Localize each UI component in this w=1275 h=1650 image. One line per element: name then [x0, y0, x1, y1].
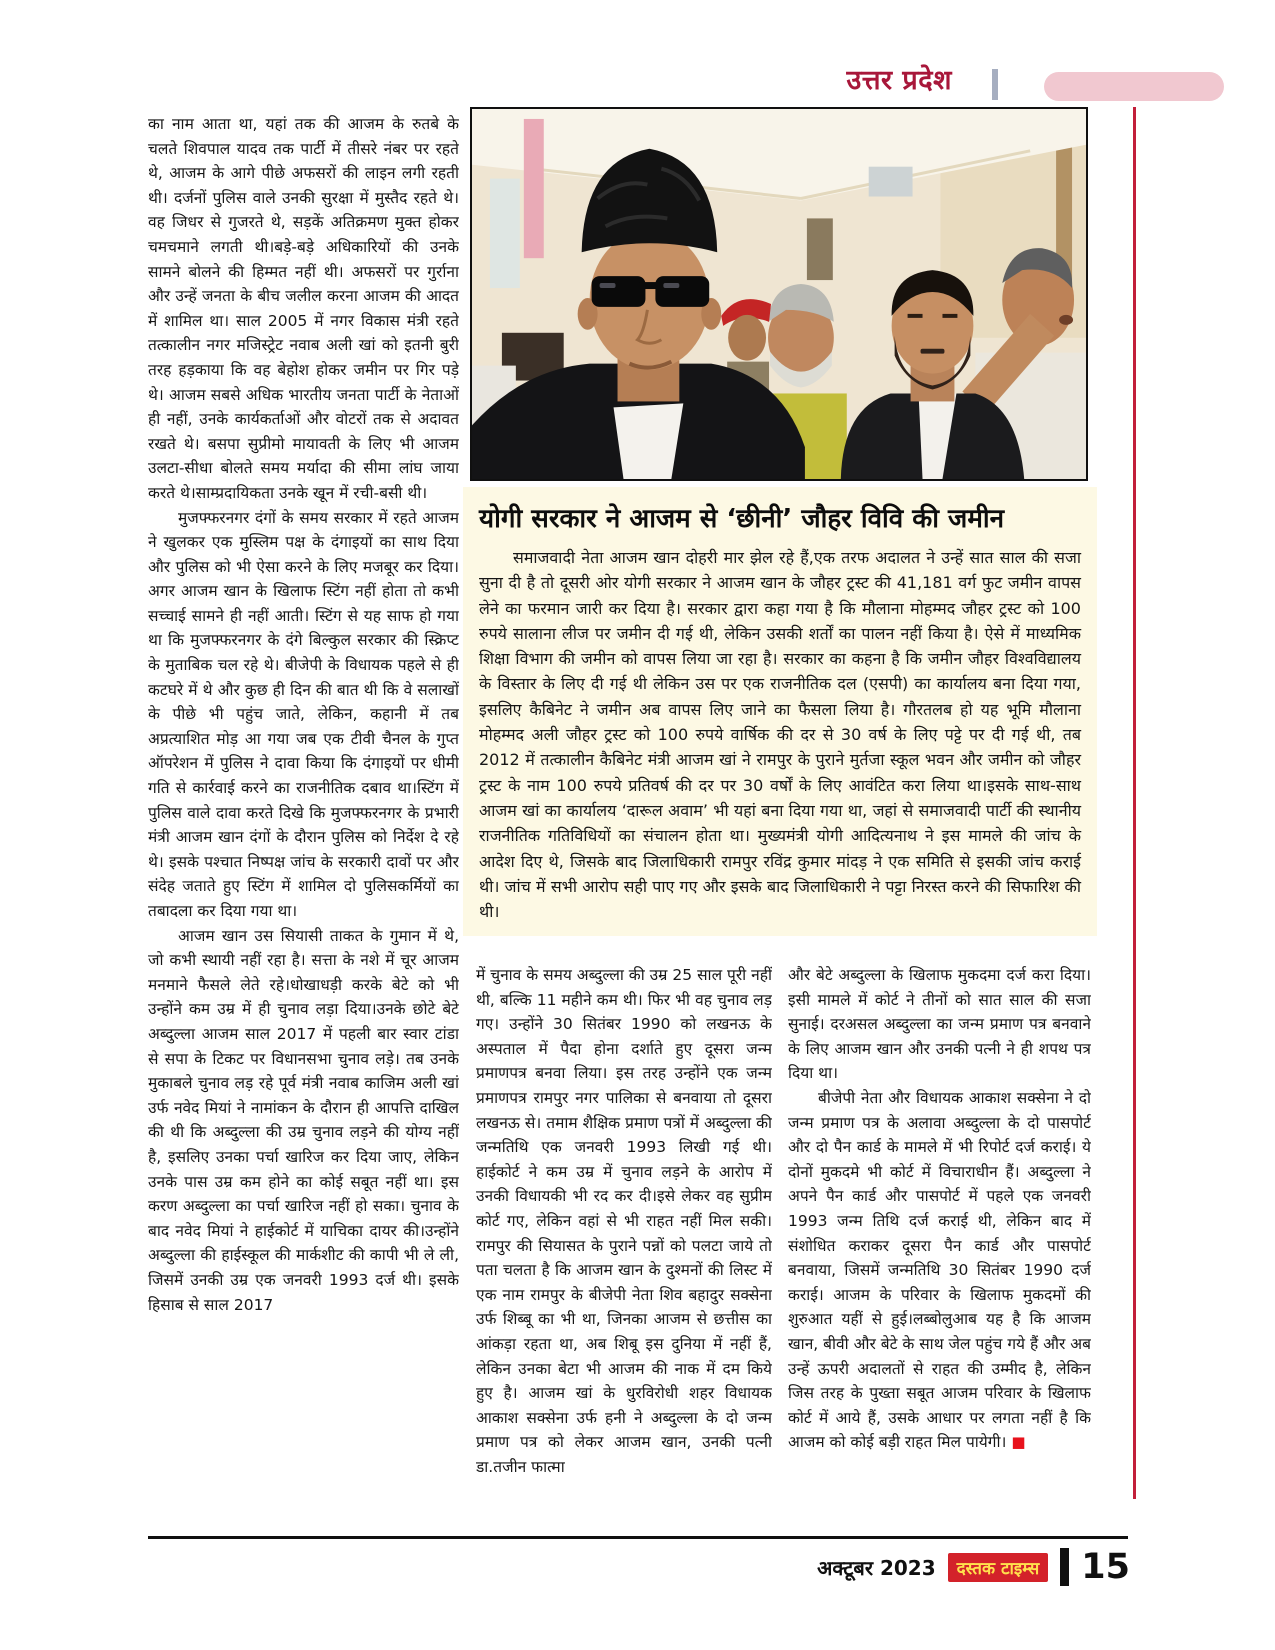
footer-logo: दस्तक टाइम्स: [948, 1553, 1049, 1582]
paragraph: [788, 1086, 1091, 1455]
middle-column: [476, 963, 772, 1508]
header-divider: [992, 69, 998, 100]
article-photo: [470, 107, 1088, 481]
right-column: [788, 963, 1091, 1508]
end-mark: ■: [1011, 1433, 1026, 1452]
photo-svg: [472, 109, 1086, 479]
highlight-box: [463, 487, 1097, 936]
header-pill-decoration: [1044, 72, 1224, 101]
section-label: उत्तर प्रदेश: [846, 65, 952, 96]
paragraph: का नाम आता था, यहां तक की आजम के रुतबे के चलते शिवपाल यादव तक पार्टी में तीसरे नंबर पर रहते थे, आजम के आगे पीछे अफसरों की लाइन लगी रहती थी। दर्जनों पुलिस वाले उनकी सुरक्षा में मुस्तैद रहते थे। वह जिधर से गुजरते थे, सड़कें अतिक्रमण मुक्त होकर चमचमाने लगती थी।बड़े-बड़े अधिकारियों की उनके सामने बोलने की हिम्मत नहीं थी। अफसरों पर गुर्राना और उन्हें जनता के बीच जलील करना आजम की आदत में शामिल था। साल 2005 में नगर विकास मंत्री रहते तत्कालीन नगर मजिस्ट्रेट नवाब अली खां को इतनी बुरी तरह हड़काया कि वह बेहोश होकर जमीन पर गिर पड़े थे। आजम सबसे अधिक भारतीय जनता पार्टी के नेताओं ही नहीं, उनके कार्यकर्ताओं और वोटरों तक से अदावत रखते थे। बसपा सुप्रीमो मायावती के लिए भी आजम उलटा-सीधा बोलते समय मर्यादा की सीमा लांघ जाया करते थे।साम्प्रदायिकता उनके खून में रची-बसी थी।: [148, 115, 459, 502]
paragraph: और बेटे अब्दुल्ला के खिलाफ मुकदमा दर्ज करा दिया। इसी मामले में कोर्ट ने तीनों को सात साल की सजा सुनाई। दरअसल अब्दुल्ला का जन्म प्रमाण पत्र बनवाने के लिए आजम खान और उनकी पत्नी ने ही शपथ पत्र दिया था।: [788, 966, 1091, 1083]
footer-rule: [148, 1536, 1128, 1539]
ac-unit: [869, 167, 913, 197]
footer-page-number: 15: [1081, 1547, 1130, 1587]
left-column: [148, 112, 459, 1484]
right-accent-line: [1133, 107, 1136, 1499]
pink-banner: [524, 119, 544, 258]
paragraph: आजम खान उस सियासी ताकत के गुमान में थे, जो कभी स्थायी नहीं रहा है। सत्ता के नशे में चूर आजम मनमाने फैसले लेते रहे।धोखाधड़ी करके बेटे को भी उन्होंने कम उम्र में ही चुनाव लड़ा दिया।उनके छोटे बेटे अब्दुल्ला आजम साल 2017 में पहली बार स्वार टांडा से सपा के टिकट पर विधानसभा चुनाव लड़े। तब उनके मुकाबले चुनाव लड़ रहे पूर्व मंत्री नवाब काजिम अली खां उर्फ नवेद मियां ने नामांकन के दौरान ही आपत्ति दाखिल की थी कि अब्दुल्ला की उम्र चुनाव लड़ने की योग्य नहीं है, इसलिए उनका पर्चा खारिज कर दिया जाए, लेकिन उनके पास उम्र कम होने का कोई सबूत नहीं था। इस करण अब्दुल्ला का पर्चा खारिज नहीं हो सका। चुनाव के बाद नवेद मियां ने हाईकोर्ट में याचिका दायर की।उन्होंने अब्दुल्ला की हाईस्कूल की मार्कशीट की कापी भी ले ली, जिसमें उनकी उम्र एक जनवरी 1993 दर्ज थी। इसके हिसाब से साल 2017: [148, 926, 459, 1314]
paragraph: में चुनाव के समय अब्दुल्ला की उम्र 25 साल पूरी नहीं थी, बल्कि 11 महीने कम थी। फिर भी वह चुनाव लड़ गए। उन्होंने 30 सितंबर 1990 को लखनऊ के अस्पताल में पैदा होना दर्शाते हुए दूसरा जन्म प्रमाणपत्र बनवा लिया। इस तरह उन्होंने एक जन्म प्रमाणपत्र रामपुर नगर पालिका से बनवाया तो दूसरा लखनऊ से। तमाम शैक्षिक प्रमाण पत्रों में अब्दुल्ला की जन्मतिथि एक जनवरी 1993 लिखी गई थी। हाईकोर्ट ने कम उम्र में चुनाव लड़ने के आरोप में उनकी विधायकी भी रद कर दी।इसे लेकर वह सुप्रीम कोर्ट गए, लेकिन वहां से भी राहत नहीं मिल सकी। रामपुर की सियासत के पुराने पन्नों को पलटा जाये तो पता चलता है कि आजम खान के दुश्मनों की लिस्ट में एक नाम रामपुर के बीजेपी नेता शिव बहादुर सक्सेना उर्फ शिब्बू का भी था, जिनका आजम से छत्तीस का आंकड़ा रहता था, अब शिबू इस दुनिया में नहीं हैं, लेकिन उनका बेटा भी आजम की नाक में दम किये हुए है। आजम खां के धुरविरोधी शहर विधायक आकाश सक्सेना उर्फ हनी ने अब्दुल्ला के दो जन्म प्रमाण पत्र को लेकर आजम खान, उनकी पत्नी डा.तजीन फात्मा: [476, 966, 772, 1476]
footer-date: अक्टूबर 2023: [817, 1555, 936, 1580]
footer: [817, 1546, 1130, 1588]
paragraph: मुजफ्फरनगर दंगों के समय सरकार में रहते आजम ने खुलकर एक मुस्लिम पक्ष के दंगाइयों का साथ दिया और पुलिस को भी ऐसा करने के लिए मजबूर कर दिया। अगर आजम खान के खिलाफ स्टिंग नहीं होता तो कभी सच्चाई सामने ही नहीं आती। स्टिंग से यह साफ हो गया था कि मुजफ्फरनगर के दंगे बिल्कुल सरकार की स्क्रिप्ट के मुताबिक चल रहे थे। बीजेपी के विधायक पहले से ही कटघरे में थे और कुछ ही दिन की बात थी कि वे सलाखों के पीछे भी पहुंच जाते, लेकिन, कहानी में तब अप्रत्याशित मोड़ आ गया जब एक टीवी चैनल के गुप्त ऑपरेशन में पुलिस ने दावा किया कि दंगाइयों पर धीमी गति से कार्रवाई करने का राजनीतिक दबाव था।स्टिंग में पुलिस वाले दावा करते दिखे कि मुजफ्फरनगर के प्रभारी मंत्री आजम खान दंगों के दौरान पुलिस को निर्देश दे रहे थे। इसके पश्चात निष्पक्ष जांच के सरकारी दावों पर और संदेह जताते हुए स्टिंग में शामिल दो पुलिसकर्मियों का तबादला कर दिया गया था।: [148, 508, 459, 920]
highlight-headline: योगी सरकार ने आजम से ‘छीनी’ जौहर विवि की जमीन: [479, 504, 1005, 534]
footer-divider-bar: [1060, 1548, 1069, 1586]
window: [490, 179, 520, 288]
paragraph-text: बीजेपी नेता और विधायक आकाश सक्सेना ने दो जन्म प्रमाण पत्र के अलावा अब्दुल्ला के दो पासपोर्ट और दो पैन कार्ड के मामले में भी रिपोर्ट दर्ज कराई। ये दोनों मुकदमे भी कोर्ट में विचाराधीन हैं। अब्दुल्ला ने अपने पैन कार्ड और पासपोर्ट में पहले एक जनवरी 1993 जन्म तिथि दर्ज कराई थी, लेकिन बाद में संशोधित कराकर दूसरा पैन कार्ड और पासपोर्ट बनवाया, जिसमें जन्मतिथि 30 सितंबर 1990 दर्ज कराई। आजम के परिवार के खिलाफ मुकदमों की शुरुआत यहीं से हुई।लब्बोलुआब यह है कि आजम खान, बीवी और बेटे के साथ जेल पहुंच गये हैं और अब उन्हें ऊपरी अदालतों से राहत की उम्मीद है, लेकिन जिस तरह के पुख्ता सबूत आजम परिवार के खिलाफ कोर्ट में आये हैं, उसके आधार पर लगता नहीं है कि आजम को कोई बड़ी राहत मिल पायेगी।: [788, 1088, 1091, 1452]
highlight-body: समाजवादी नेता आजम खान दोहरी मार झेल रहे हैं,एक तरफ अदालत ने उन्हें सात साल की सजा सुना दी है तो दूसरी ओर योगी सरकार ने आजम खान के जौहर ट्रस्ट की 41,181 वर्ग फुट जमीन वापस लेने का फरमान जारी कर दिया है। सरकार द्वारा कहा गया है कि मौलाना मोहम्मद जौहर ट्रस्ट को 100 रुपये सालाना लीज पर जमीन दी गई थी, लेकिन उसकी शर्तों का पालन नहीं किया है। ऐसे में माध्यमिक शिक्षा विभाग की जमीन को वापस लिया जा रहा है। सरकार का कहना है कि जमीन जौहर विश्वविद्यालय के विस्तार के लिए दी गई थी लेकिन उस पर एक राजनीतिक दल (एसपी) का कार्यालय बना दिया गया, इसलिए कैबिनेट ने जमीन अब वापस लिए जाने का फैसला लिया है। गौरतलब हो यह भूमि मौलाना मोहम्मद अली जौहर ट्रस्ट को 100 रुपये वार्षिक की दर से 30 वर्ष के लिए पट्टे पर दी गई थी, तब 2012 में तत्कालीन कैबिनेट मंत्री आजम खां ने रामपुर के पुराने मुर्तजा स्कूल भवन और जमीन को जौहर ट्रस्ट के नाम 100 रुपये प्रतिवर्ष की दर पर 30 वर्षों के लिए आवंटित करा लिया था।इसके साथ-साथ आजम खां का कार्यालय ‘दारूल अवाम’ भी यहां बना दिया गया था, जहां से समाजवादी पार्टी की स्थानीय राजनीतिक गतिविधियों का संचालन होता था। मुख्यमंत्री योगी आदित्यनाथ ने इस मामले की जांच के आदेश दिए थे, जिसके बाद जिलाधिकारी रामपुर रविंद्र कुमार मांदड़ ने एक समिति से इसकी जांच कराई थी। जांच में सभी आरोप सही पाए गए और इसके बाद जिलाधिकारी ने पट्टा निरस्त करने की सिफारिश की थी।: [479, 548, 1081, 922]
